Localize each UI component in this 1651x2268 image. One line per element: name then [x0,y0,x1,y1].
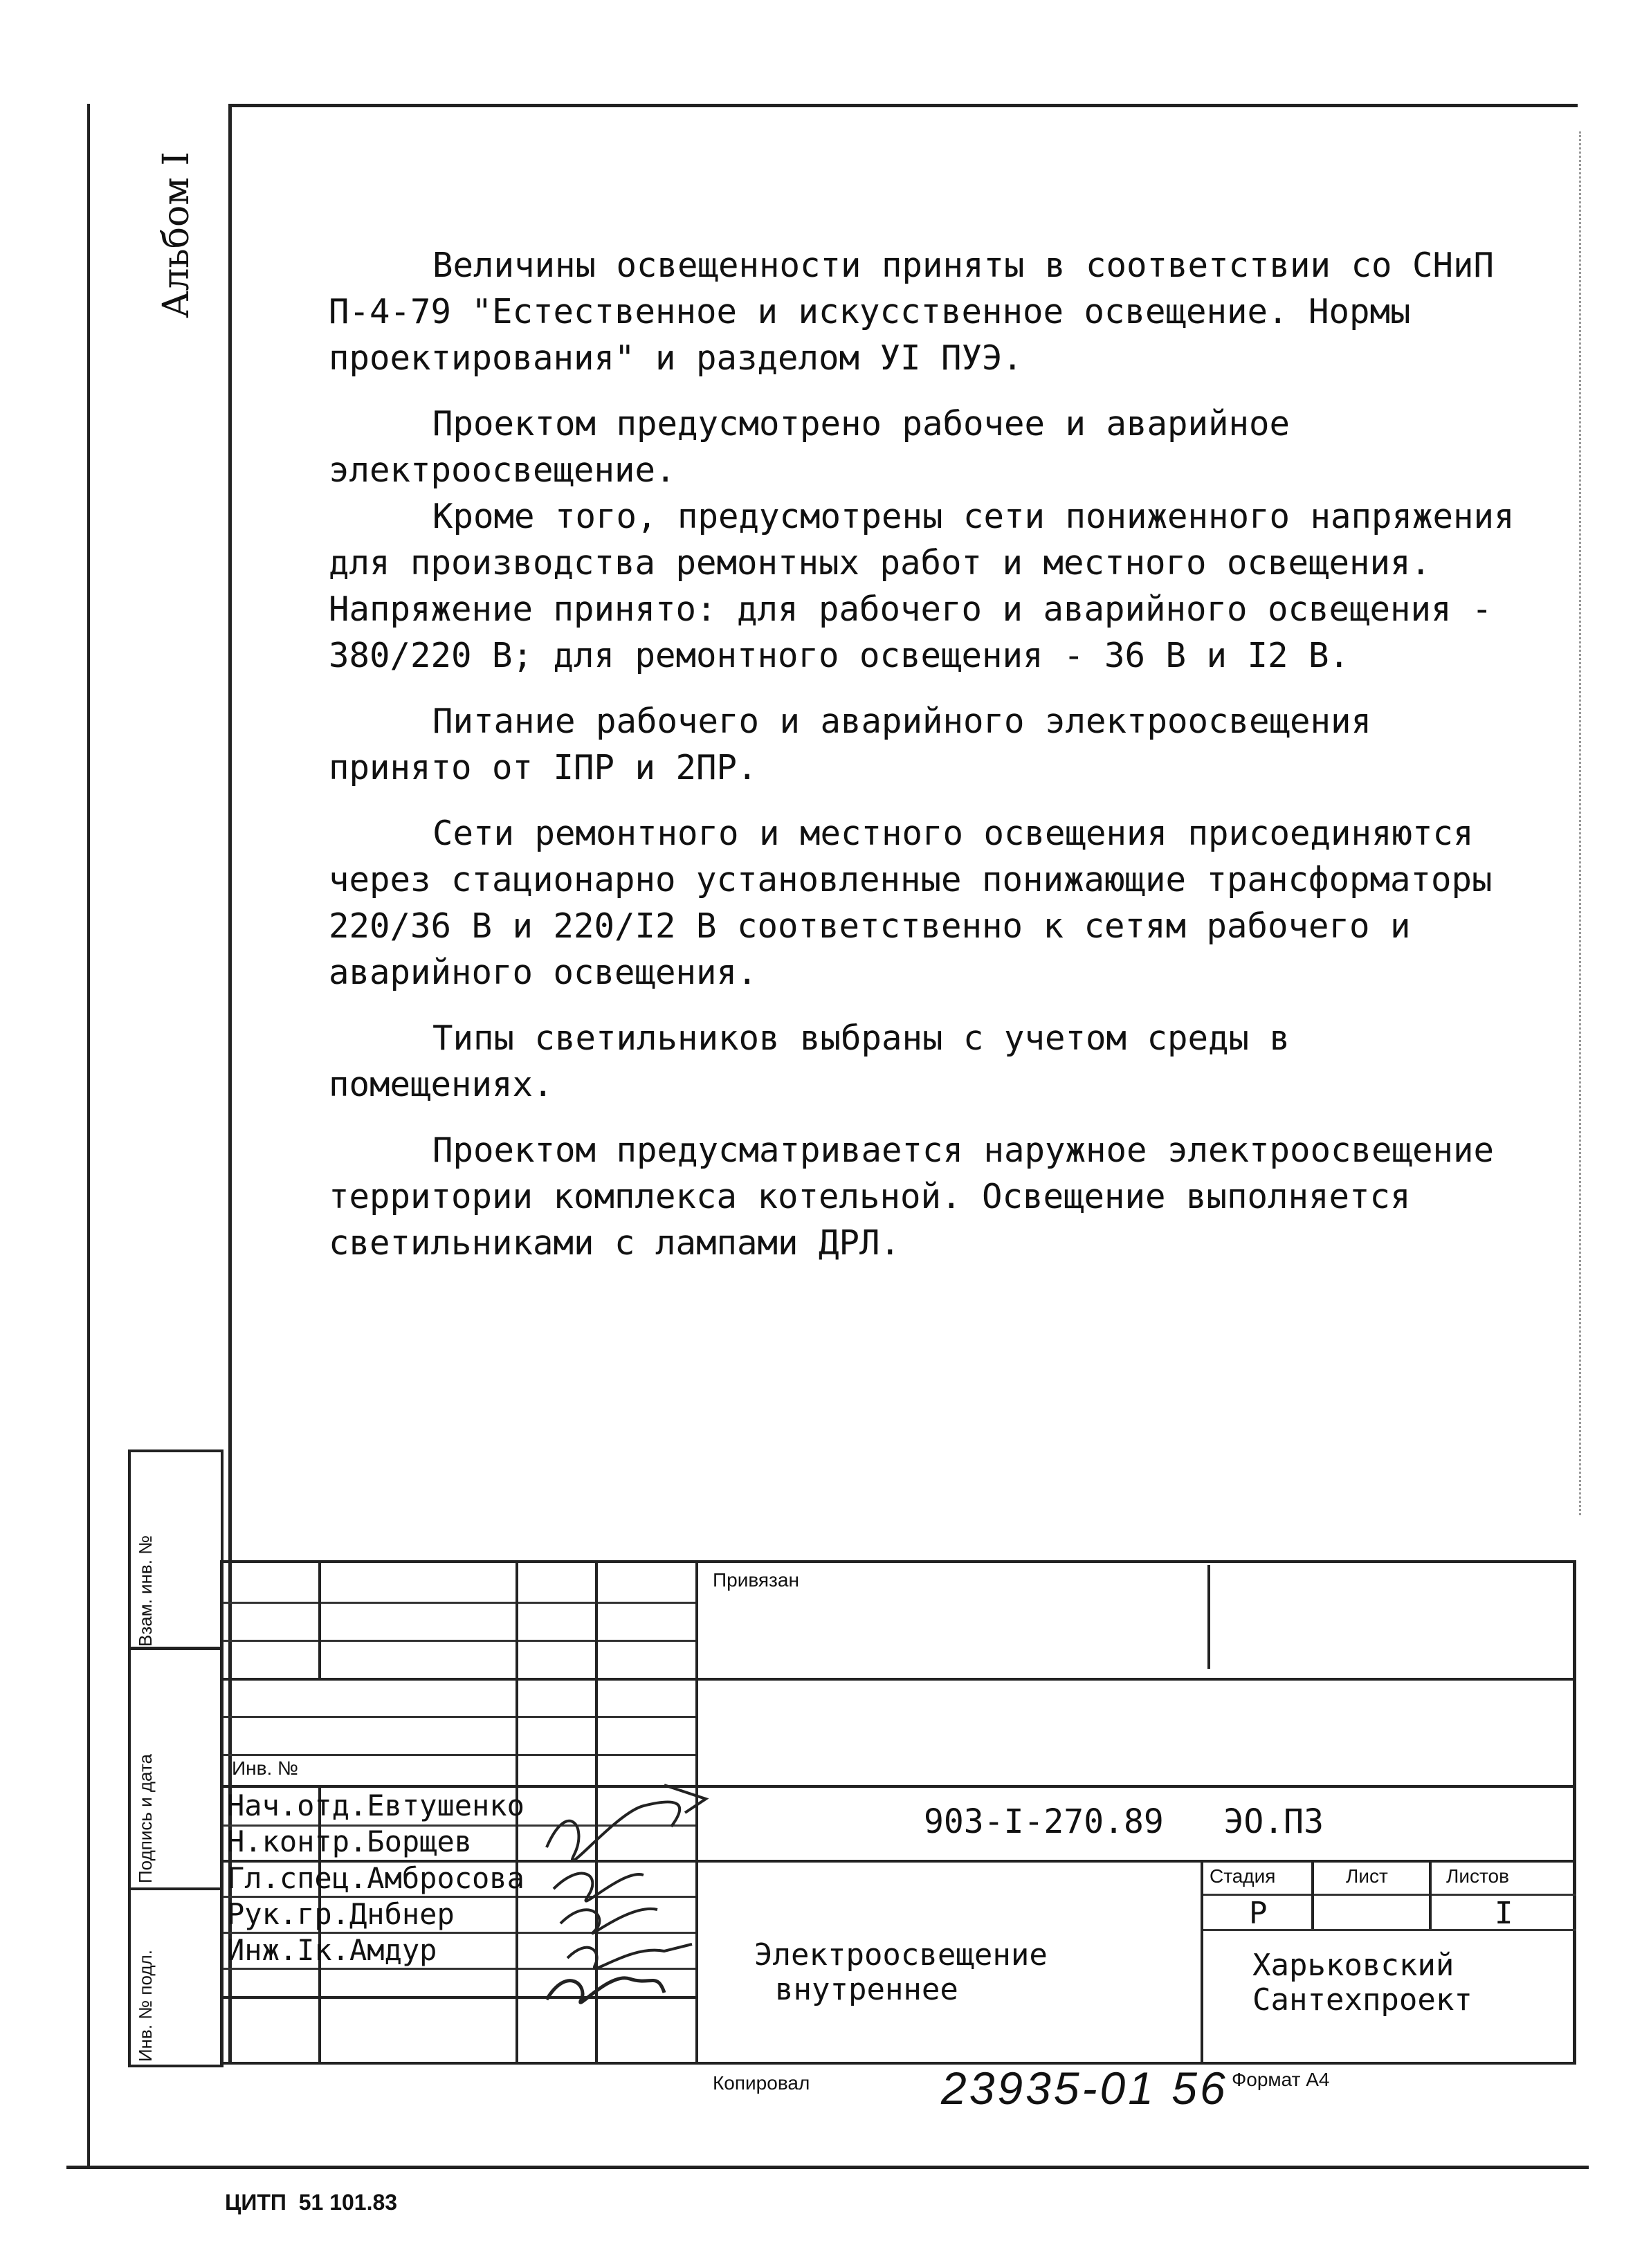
signatory-name: Борщев [367,1825,473,1858]
signatory-role: Нач.отд. [227,1789,367,1822]
stamp-bottom-line [220,2062,1576,2065]
title-line-1: Электроосвещение [754,1937,1048,1973]
paragraph: Величины освещенности приняты в соответствии со СНиП П-4-79 "Естественное и искусственное освещение. Нормы проектирования" и разделом УI ПУЭ. [329,246,1495,378]
album-label: Альбом I [156,152,197,318]
stamp-vline [1201,1860,1203,2062]
signatory-name: Амдур [349,1933,437,1967]
privyazan-label: Привязан [713,1569,799,1591]
frame-right-edge [1573,1560,1576,2062]
signatory-name: Евтушенко [367,1789,525,1822]
stamp-line [220,1716,697,1718]
stamp-top-line [220,1560,1576,1563]
signatory-row [227,1789,525,1822]
signatory-row [227,1933,437,1967]
stamp-line [220,1602,697,1604]
handwritten-signatures [526,1771,733,2020]
stamp-line [220,1640,697,1642]
signatory-role: Рук.гр. [227,1897,350,1931]
sheets-header: Листов [1446,1865,1509,1887]
copied-label: Копировал [713,2072,810,2094]
signatory-role: Инж.Iк. [227,1933,350,1967]
signatory-row [227,1861,525,1895]
outer-margin-line [87,104,90,2166]
archive-number: 23935-01 56 [941,2063,1228,2114]
side-label-podpis: Подпись и дата [135,1753,156,1883]
stage-header: Стадия [1210,1865,1276,1887]
title-line-2: внутреннее [775,1972,958,2007]
stamp-vline [220,1560,223,2062]
stamp-vline [1429,1860,1432,1929]
signatory-name: Днбнер [349,1897,455,1931]
printer-mark: ЦИТП 51 101.83 [225,2190,398,2215]
stamp-vline [1207,1565,1210,1669]
signatory-role: Н.контр. [227,1825,367,1858]
signatory-name: Амбросова [367,1861,525,1895]
stamp-vline [1311,1860,1314,1929]
paragraph: Сети ремонтного и местного освещения присоединяются через стационарно установленные понижающие трансформаторы 220/36 В и 220/I2 В соответственно к сетям рабочего и аварийного освещения. [329,814,1493,992]
org-line-1: Харьковский [1252,1948,1454,1983]
document-code: 903-I-270.89 ЭО.ПЗ [924,1802,1324,1841]
stamp-vline [318,1560,321,1678]
stamp-line [220,1785,1576,1788]
signatory-row [227,1825,472,1858]
frame-bottom-edge [66,2166,1589,2169]
paragraph: Проектом предусмотрено рабочее и аварийное электроосвещение. [329,404,1290,490]
sheets-value: I [1495,1896,1513,1931]
document-body [329,242,1522,1286]
paragraph: Кроме того, предусмотрены сети пониженного напряжения для производства ремонтных работ и местного освещения. Напряжение принято: для рабочего и аварийного освещения - 380/220 В; для ремонтного освещения - 36 В и I2 В. [329,497,1515,675]
format-label: Формат А4 [1232,2069,1330,2090]
side-label-vzam: Взам. инв. № [135,1535,156,1647]
stamp-line [220,1754,697,1756]
paragraph: Питание рабочего и аварийного электроосвещения принято от IПР и 2ПР. [329,702,1372,787]
inv-no-label: Инв. № [232,1757,299,1779]
stamp-line [220,1678,1576,1681]
side-label-inv-podl: Инв. № подл. [135,1950,156,2062]
org-line-2: Сантехпроект [1252,1982,1472,2018]
signatory-row [227,1897,455,1931]
stage-value: Р [1249,1896,1268,1931]
signatory-role: Гл.спец. [227,1861,367,1895]
paragraph: Проектом предусматривается наружное электроосвещение территории комплекса котельной. Освещение выполняется светильниками с лампами ДРЛ. [329,1131,1495,1263]
trim-line [1579,131,1581,1515]
paragraph: Типы светильников выбраны с учетом среды в помещениях. [329,1018,1290,1104]
sheet-header: Лист [1346,1865,1388,1887]
